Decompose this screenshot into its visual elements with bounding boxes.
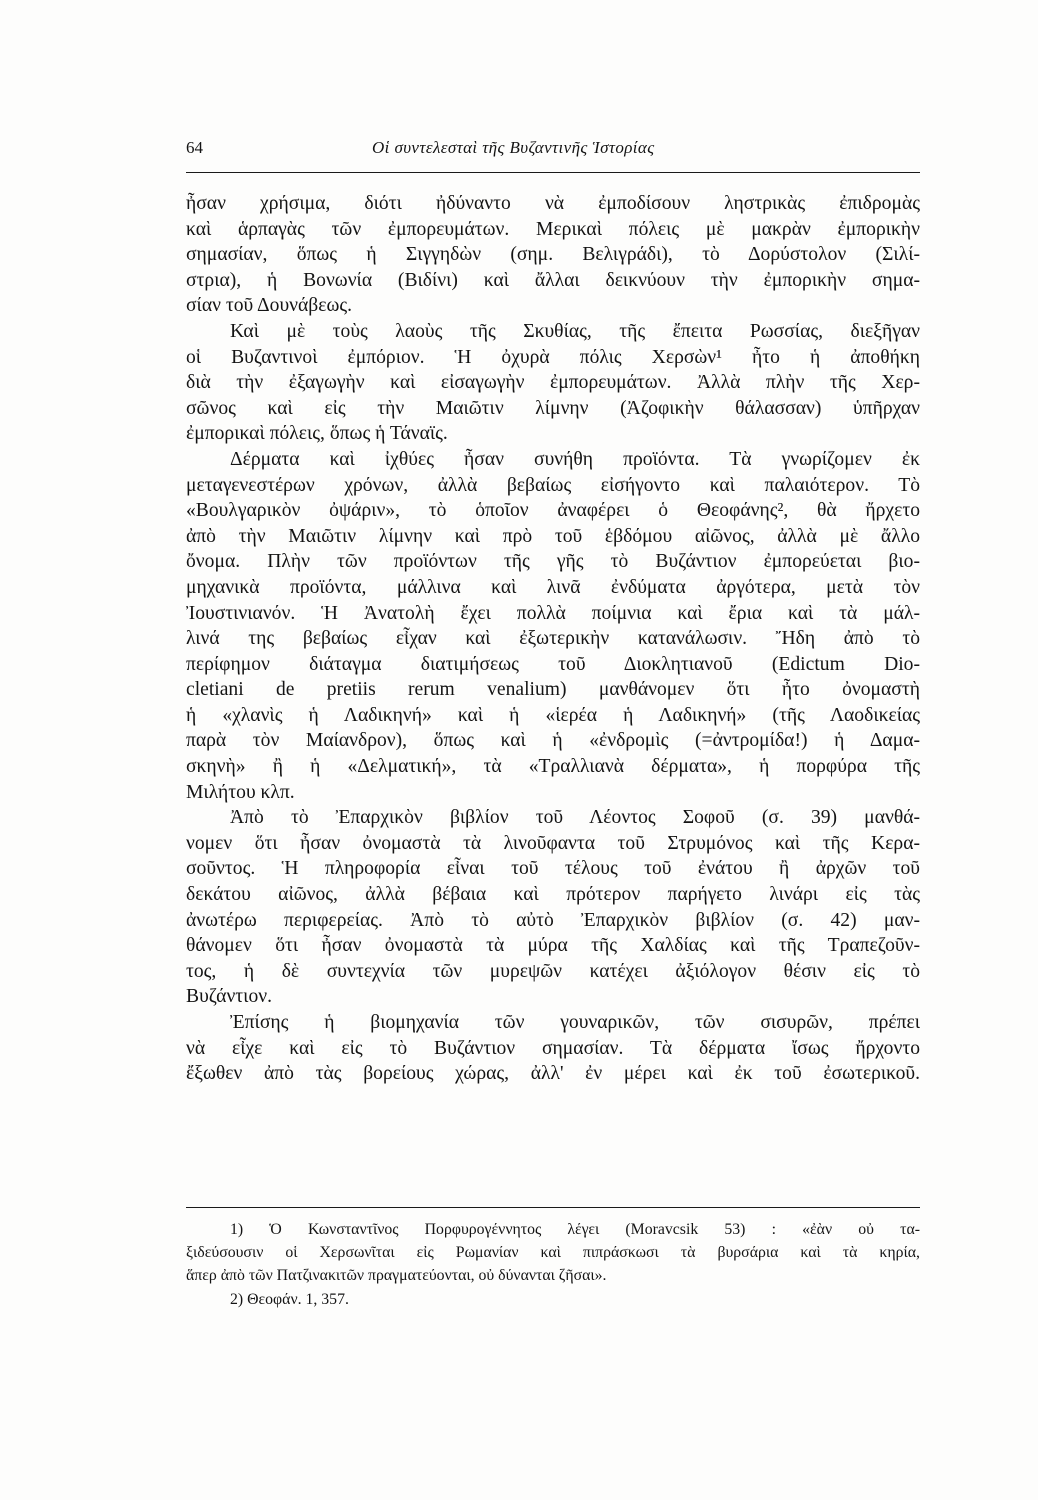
text-line: Βυζάντιον. bbox=[186, 986, 272, 1008]
text-line: Μιλήτου κλπ. bbox=[186, 781, 295, 803]
text-line: σῶνος καὶ εἰς τὴν Μαιῶτιν λίμνην (Ἀζοφικὴν θάλασσαν) ὑπῆρχαν bbox=[186, 397, 920, 419]
text-line: περίφημον διάταγμα διατιμήσεως τοῦ Διοκλητιανοῦ (Edictum Dio- bbox=[186, 653, 920, 675]
text-line: μεταγενεστέρων χρόνων, ἀλλὰ βεβαίως εἰσήγοντο καὶ παλαιότερον. Τὸ bbox=[186, 474, 920, 496]
page-header bbox=[186, 136, 920, 173]
footnote-line: 2) Θεοφάν. 1, 357. bbox=[230, 1290, 349, 1308]
footnote-line: ξιδεύσουσιν οἱ Χερσωνῖται εἰς Ρωμανίαν καὶ πιπράσκωσι τὰ βυρσάρια καὶ τὰ κηρία, bbox=[186, 1244, 920, 1262]
text-line: στρια), ἡ Βονωνία (Βιδίνι) καὶ ἄλλαι δεικνύουν τὴν ἐμπορικὴν σημα- bbox=[186, 269, 920, 291]
text-line: ἡ «χλανὶς ἡ Λαδικηνή» καὶ ἡ «ἱερέα ἡ Λαδικηνή» (τῆς Λαοδικείας bbox=[186, 704, 920, 726]
text-line: νομεν ὅτι ἦσαν ὀνομαστὰ τὰ λινοῦφαντα τοῦ Στρυμόνος καὶ τῆς Κερα- bbox=[186, 832, 920, 854]
text-line: νὰ εἶχε καὶ εἰς τὸ Βυζάντιον σημασίαν. Τὰ δέρματα ἴσως ἤρχοντο bbox=[186, 1037, 920, 1059]
text-line: ἀνωτέρω περιφερείας. Ἀπὸ τὸ αὐτὸ Ἐπαρχικὸν βιβλίον (σ. 42) μαν- bbox=[186, 909, 920, 931]
text-line: μηχανικὰ προϊόντα, μάλλινα καὶ λινᾶ ἐνδύματα ἀργότερα, μετὰ τὸν bbox=[186, 576, 920, 598]
text-line: σημασίαν, ὅπως ἡ Σιγγηδὼν (σημ. Βελιγράδι), τὸ Δορύστολον (Σιλί- bbox=[186, 244, 920, 266]
page-number: 64 bbox=[186, 138, 203, 157]
text-line: διὰ τὴν ἐξαγωγὴν καὶ εἰσαγωγὴν ἐμπορευμάτων. Ἀλλὰ πλὴν τῆς Χερ- bbox=[186, 372, 920, 394]
text-line: τος, ἡ δὲ συντεχνία τῶν μυρεψῶν κατέχει ἀξιόλογον θέσιν εἰς τὸ bbox=[186, 960, 920, 982]
text-line: ὄνομα. Πλὴν τῶν προϊόντων τῆς γῆς τὸ Βυζάντιον ἐμπορεύεται βιο- bbox=[186, 551, 920, 573]
text-line: ἐμπορικαὶ πόλεις, ὅπως ἡ Τάναϊς. bbox=[186, 423, 448, 445]
footnotes bbox=[186, 1207, 920, 1311]
text-line: λινά της βεβαίως εἶχαν καὶ ἐξωτερικὴν κατανάλωσιν. Ἤδη ἀπὸ τὸ bbox=[186, 628, 920, 650]
text-line: Ἐπίσης ἡ βιομηχανία τῶν γουναρικῶν, τῶν σισυρῶν, πρέπει bbox=[230, 1012, 920, 1033]
text-line: σοῦντος. Ἡ πληροφορία εἶναι τοῦ τέλους τοῦ ἐνάτου ἢ ἀρχῶν τοῦ bbox=[186, 858, 920, 880]
text-line: καὶ ἁρπαγὰς τῶν ἐμπορευμάτων. Μερικαὶ πόλεις μὲ μακρὰν ἐμπορικὴν bbox=[186, 218, 920, 240]
text-line: σκηνὴ» ἢ ἡ «Δελματική», τὰ «Τραλλιανὰ δέρματα», ἡ πορφύρα τῆς bbox=[186, 756, 920, 778]
text-line: οἱ Βυζαντινοὶ ἐμπόριον. Ἡ ὀχυρὰ πόλις Χερσὼν¹ ἦτο ἡ ἀποθήκη bbox=[186, 346, 920, 368]
text-line: θάνομεν ὅτι ἦσαν ὀνομαστὰ τὰ μύρα τῆς Χαλδίας καὶ τῆς Τραπεζοῦν- bbox=[186, 935, 920, 957]
footnote-line: 1) Ὁ Κωνσταντῖνος Πορφυρογέννητος λέγει (Moravcsik 53) : «ἐὰν οὐ τα- bbox=[230, 1221, 920, 1238]
text-line: Καὶ μὲ τοὺς λαοὺς τῆς Σκυθίας, τῆς ἔπειτα Ρωσσίας, διεξῆγαν bbox=[230, 320, 920, 342]
text-line: Δέρματα καὶ ἰχθύες ἦσαν συνήθη προϊόντα. Τὰ γνωρίζομεν ἐκ bbox=[230, 448, 920, 470]
text-line: cletiani de pretiis rerum venalium) μανθάνομεν ὅτι ἦτο ὀνομαστὴ bbox=[186, 679, 920, 701]
text-line: παρὰ τὸν Μαίανδρον), ὅπως καὶ ἡ «ἐνδρομὶς (=ἀντρομίδα!) ἡ Δαμα- bbox=[186, 730, 920, 752]
text-line: «Βουλγαρικὸν ὀψάριν», τὸ ὁποῖον ἀναφέρει ὁ Θεοφάνης², θὰ ἤρχετο bbox=[186, 500, 920, 522]
body-text bbox=[186, 191, 920, 1087]
running-head: Οἱ συντελεσταὶ τῆς Βυζαντινῆς Ἱστορίας bbox=[372, 138, 655, 157]
text-line: ἀπὸ τὴν Μαιῶτιν λίμνην καὶ πρὸ τοῦ ἑβδόμου αἰῶνος, ἀλλὰ μὲ ἄλλο bbox=[186, 525, 920, 547]
footnote-line: ἅπερ ἀπὸ τῶν Πατζινακιτῶν πραγματεύονται, οὐ δύνανται ζῆσαι». bbox=[186, 1267, 607, 1285]
text-line: σίαν τοῦ Δουνάβεως. bbox=[186, 295, 353, 317]
text-line: Ἀπὸ τὸ Ἐπαρχικὸν βιβλίον τοῦ Λέοντος Σοφοῦ (σ. 39) μανθά- bbox=[230, 807, 920, 829]
text-line: δεκάτου αἰῶνος, ἀλλὰ βέβαια καὶ πρότερον παρήγετο λινάρι εἰς τὰς bbox=[186, 884, 920, 906]
text-line: ἔξωθεν ἀπὸ τὰς βορείους χώρας, ἀλλ' ἐν μέρει καὶ ἐκ τοῦ ἐσωτερικοῦ. bbox=[186, 1063, 920, 1085]
text-line: Ἰουστινιανόν. Ἡ Ἀνατολὴ ἔχει πολλὰ ποίμνια καὶ ἔρια καὶ τὰ μάλ- bbox=[186, 602, 920, 624]
text-line: ἦσαν χρήσιμα, διότι ἠδύναντο νὰ ἐμποδίσουν ληστρικὰς ἐπιδρομὰς bbox=[186, 193, 920, 214]
